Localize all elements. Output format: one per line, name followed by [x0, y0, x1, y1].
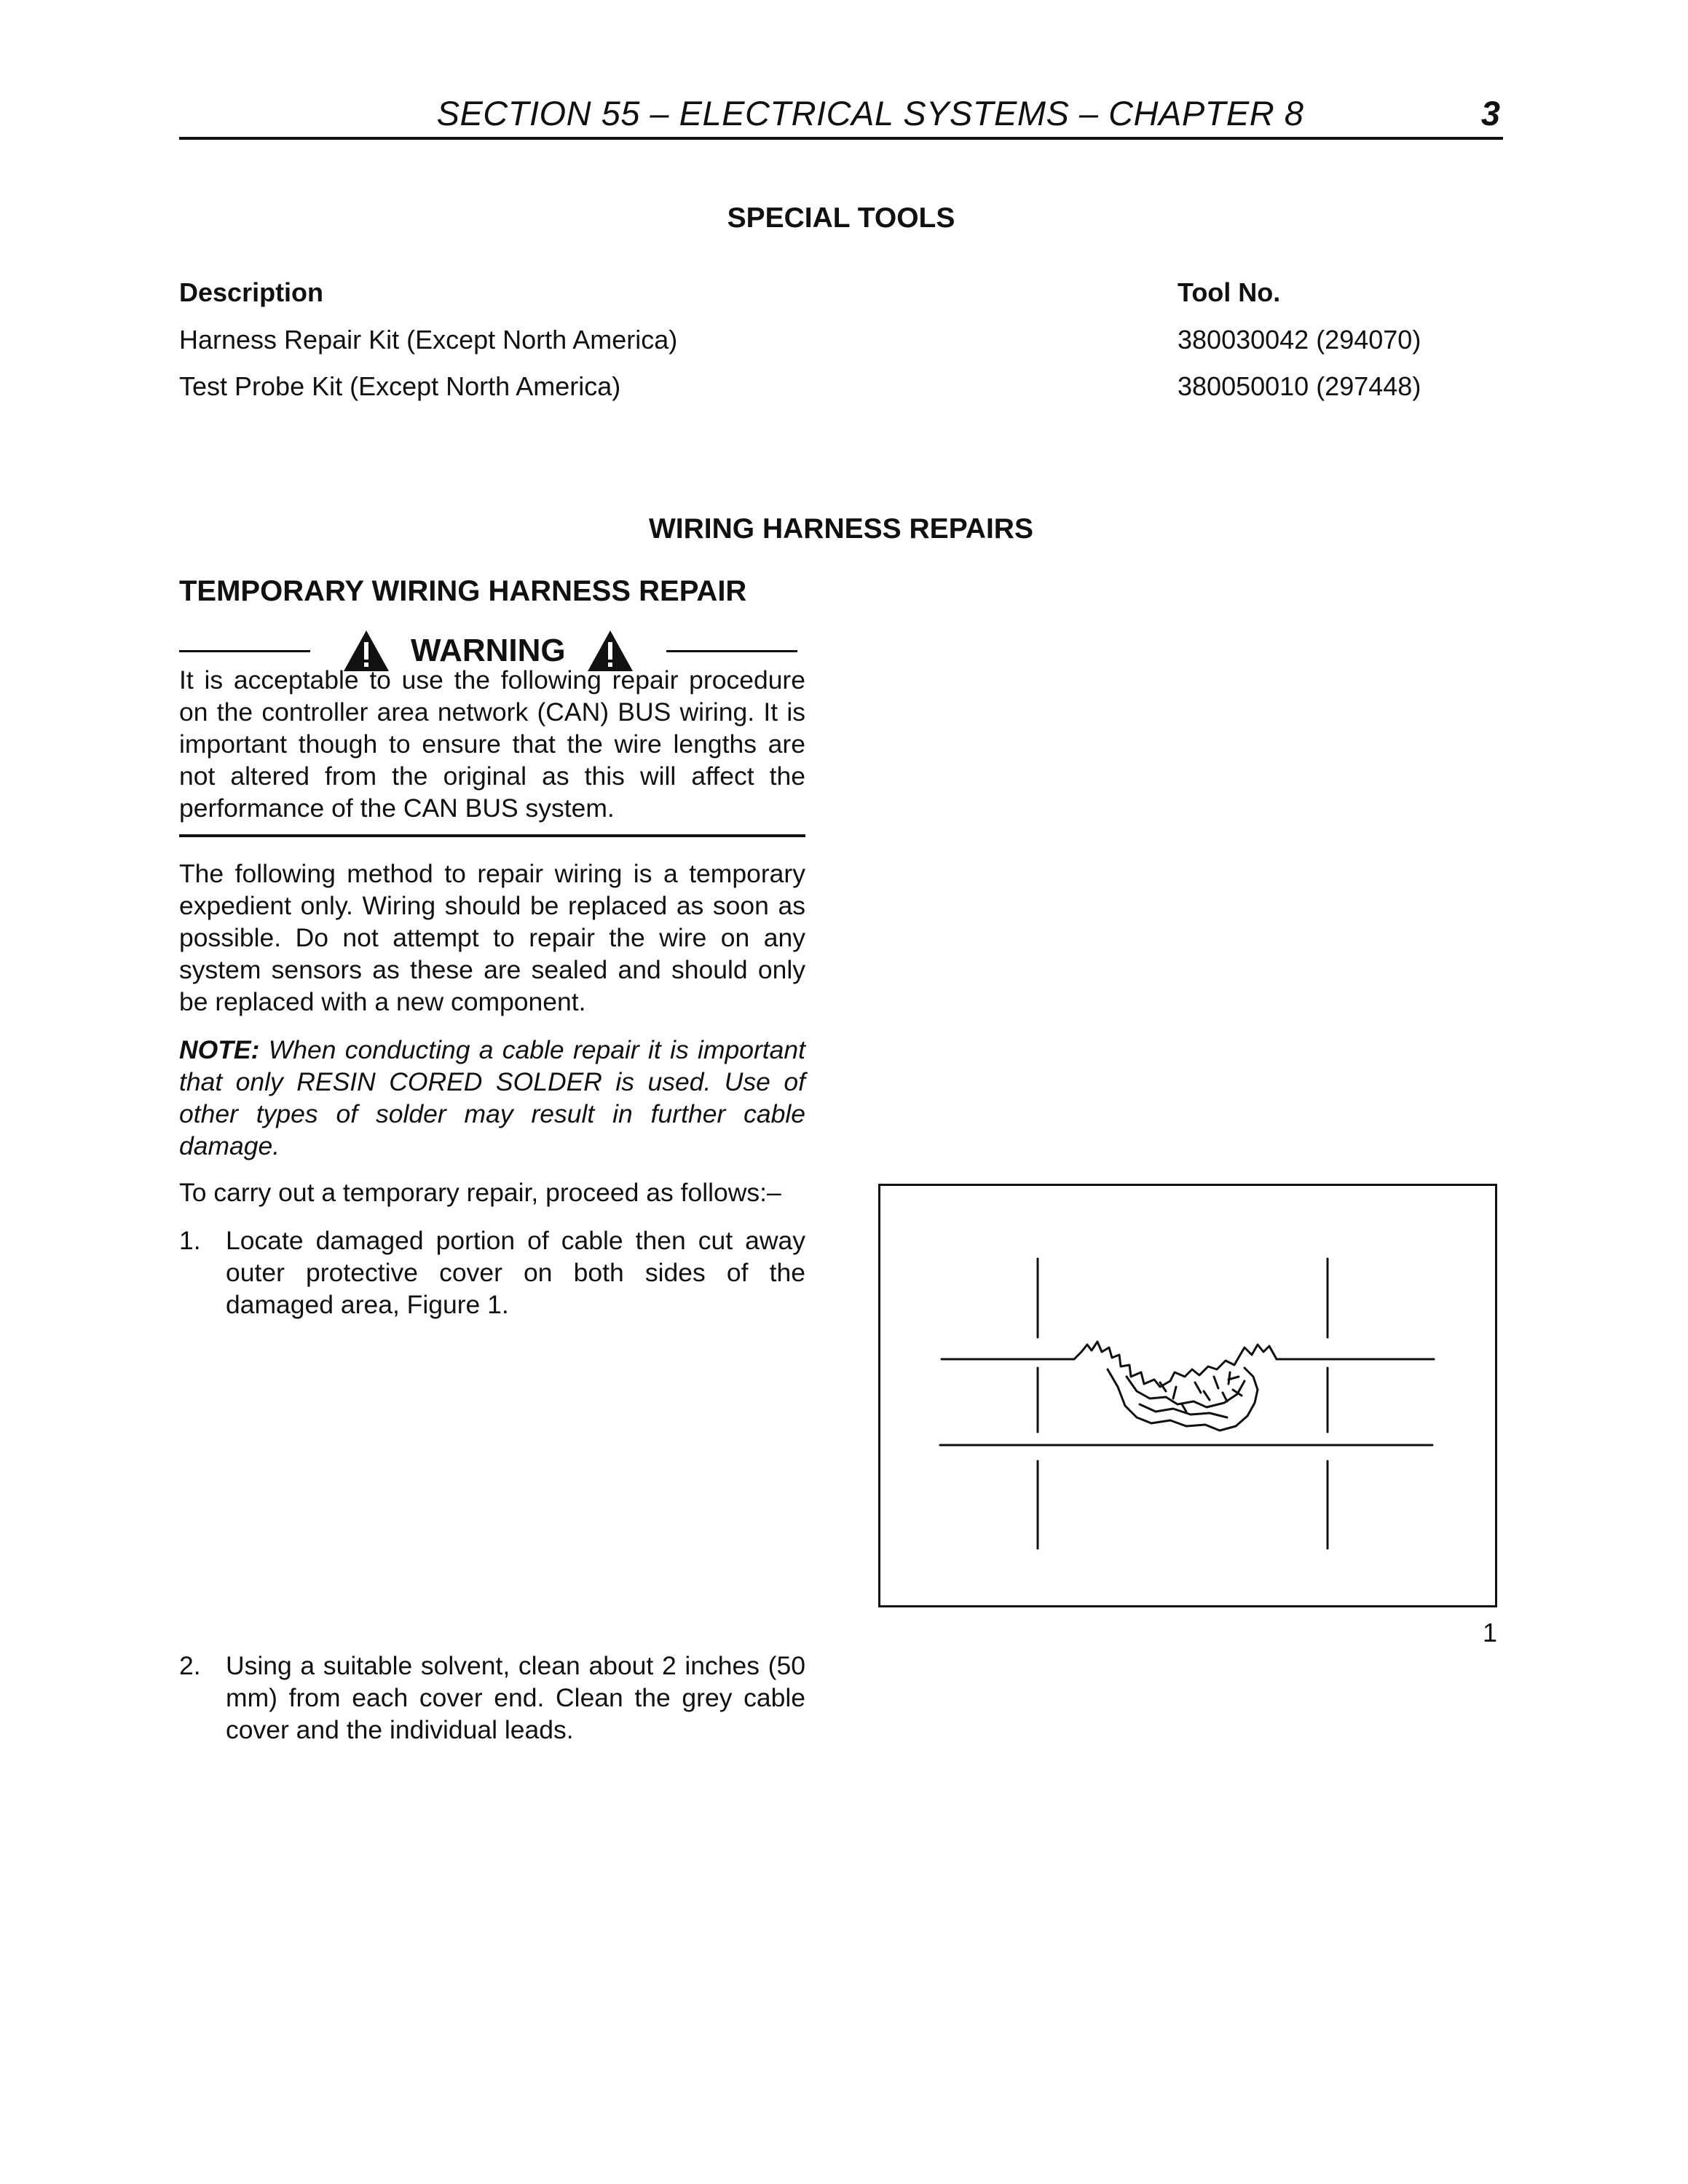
warning-rule-left — [179, 650, 310, 652]
tools-row-2-description: Test Probe Kit (Except North America) — [179, 371, 621, 401]
warning-text: It is acceptable to use the following repair procedure on the controller area network (CAN) BUS wiring. It is important though to ensure that the wire lengths are not altered from the original as this will affect the performance of the CAN BUS system. — [179, 665, 805, 823]
note-label: NOTE: — [179, 1035, 260, 1064]
wiring-harness-heading: WIRING HARNESS REPAIRS — [649, 513, 1033, 545]
tools-row-1-tool-no: 380030042 (294070) — [1178, 325, 1421, 355]
list-item — [179, 1224, 805, 1321]
figure-number: 1 — [1482, 1618, 1497, 1647]
note-paragraph — [179, 1034, 805, 1162]
tools-row-2-tool-no: 380050010 (297448) — [1178, 371, 1421, 401]
note-text: When conducting a cable repair it is important that only RESIN CORED SOLDER is used. Use of other types of solder may result in further cable damage. — [179, 1035, 805, 1160]
step-number: 1. — [179, 1226, 201, 1255]
list-item — [179, 1650, 805, 1746]
header-rule — [179, 137, 1503, 140]
page-number: 3 — [1480, 94, 1500, 132]
tools-col-tool-no: Tool No. — [1178, 277, 1281, 307]
step-number: 2. — [179, 1651, 201, 1680]
damaged-cable-illustration-icon — [880, 1186, 1495, 1605]
tools-col-description: Description — [179, 277, 324, 307]
procedure-intro: To carry out a temporary repair, proceed as follows:– — [179, 1178, 781, 1207]
step-text: Locate damaged portion of cable then cut away outer protective cover on both sides of the damaged area, Figure 1. — [226, 1226, 805, 1319]
intro-paragraph: The following method to repair wiring is a temporary expedient only. Wiring should be replaced as soon as possible. Do not attempt to repair the wire on any system sensors as these are sealed and should only be replaced with a new component. — [179, 859, 805, 1016]
temporary-repair-subheading: TEMPORARY WIRING HARNESS REPAIR — [179, 575, 747, 607]
section-header-title: SECTION 55 – ELECTRICAL SYSTEMS – CHAPTER 8 — [436, 94, 1304, 132]
warning-label: WARNING — [411, 633, 566, 668]
tools-row-1-description: Harness Repair Kit (Except North America) — [179, 325, 678, 355]
warning-rule-right — [666, 650, 797, 652]
warning-end-rule — [179, 834, 805, 837]
step-text: Using a suitable solvent, clean about 2 inches (50 mm) from each cover end. Clean the grey cable cover and the individual leads. — [226, 1651, 805, 1744]
figure-1-frame — [878, 1184, 1497, 1607]
special-tools-heading: SPECIAL TOOLS — [727, 202, 955, 234]
